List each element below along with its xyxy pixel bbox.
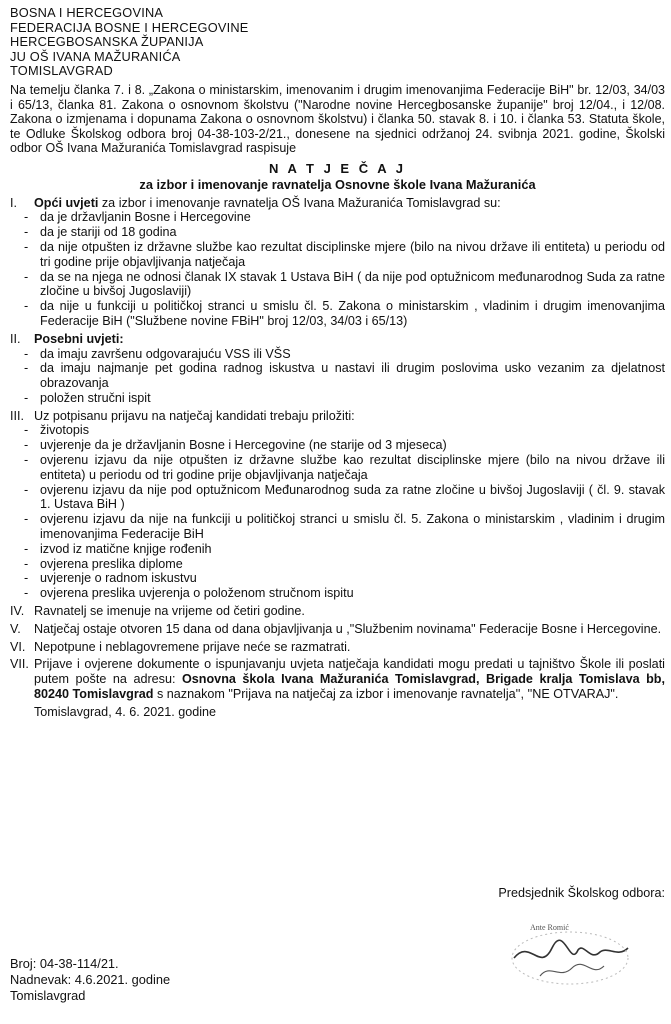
list-item: - uvjerenje da je državljanin Bosne i Hercegovine (ne starije od 3 mjeseca) — [24, 438, 447, 453]
stamp-outline — [512, 932, 628, 984]
section-duration — [10, 622, 665, 637]
section-text: Ravnatelj se imenuje na vrijeme od četiri godine. — [34, 604, 305, 619]
section-lead: Uz potpisanu prijavu na natječaj kandidati trebaju priložiti: — [34, 408, 355, 423]
section-incomplete — [10, 640, 665, 655]
list-item: - da imaju najmanje pet godina radnog iskustva u nastavi ili drugim poslovima usko vezanim za djelatnost obrazovanja — [24, 361, 665, 391]
header-line-country: BOSNA I HERCEGOVINA — [10, 5, 164, 20]
section-special-conditions — [10, 332, 665, 347]
signature-stamp-name: Ante Romić — [530, 923, 569, 932]
section-text: Natječaj ostaje otvoren 15 dana od dana objavljivanja u ,"Službenim novinama" Federacije Bosne i Hercegovine. — [34, 621, 662, 636]
signature-stroke — [514, 940, 628, 958]
section-number: IV. — [10, 604, 25, 619]
section-lead: za izbor i imenovanje ravnatelja OŠ Ivana Mažuranića Tomislavgrad su: — [98, 195, 501, 210]
list-item: - da se na njega ne odnosi članak IX stavak 1 Ustava BiH ( da nije pod optužnicom međunarodnog Suda za ratne zločine u bivšoj Jugoslaviji) — [24, 269, 665, 299]
signature-role: Predsjednik Školskog odbora: — [498, 886, 665, 900]
header-line-school: JU OŠ IVANA MAŽURANIĆA — [10, 48, 181, 64]
section-heading: Opći uvjeti — [34, 195, 99, 210]
list-item: - da je stariji od 18 godina — [24, 225, 177, 240]
special-conditions-list — [10, 347, 665, 406]
document-subtitle: za izbor i imenovanje ravnatelja Osnovne škole Ivana Mažuranića — [139, 176, 536, 192]
section-text: Prijave i ovjerene dokumente o ispunjavanju uvjeta natječaja kandidati mogu predati u tajništvo Škole ili poslati putem pošte na adresu: — [34, 657, 665, 687]
signature-flourish — [540, 964, 604, 976]
list-item: - da je državljanin Bosne i Hercegovine — [24, 210, 251, 225]
list-item: - uvjerenje o radnom iskustvu — [24, 571, 197, 586]
section-number: VII. — [10, 657, 29, 672]
list-item: - ovjerenu izjavu da nije otpušten iz državne službe kao rezultat disciplinske mjere (bilo na nivou države ili entiteta) u periodu od tri godine prije objavljivanja natječaja — [24, 453, 665, 482]
section-number: II. — [10, 331, 21, 346]
submission-address: Osnovna škola Ivana Mažuranića Tomislavgrad, Brigade kralja Tomislava bb, 80240 Tomislavgrad — [34, 672, 666, 702]
header-line-federation: FEDERACIJA BOSNE I HERCEGOVINE — [10, 19, 249, 35]
list-item: - da nije u funkciji u političkoj stranci u smislu čl. 5. Zakona o ministarskim , vladinim i drugim imenovanjima Federacije BiH ("Službene novine FBiH" broj 12/03, 34/03 i 65/13) — [24, 299, 665, 328]
signature-block — [498, 886, 665, 901]
section-general-conditions — [10, 196, 665, 211]
section-text: Nepotpune i neblagovremene prijave neće se razmatrati. — [34, 639, 351, 654]
list-item: - životopis — [24, 423, 89, 438]
place-date: Tomislavgrad, 4. 6. 2021. godine — [34, 704, 217, 719]
document-page — [10, 6, 665, 720]
document-place: Tomislavgrad — [10, 988, 86, 1003]
list-item: - izvod iz matične knjige rođenih — [24, 541, 212, 556]
section-term — [10, 604, 665, 619]
section-text-end: s naznakom "Prijava na natječaj za izbor i imenovanje ravnatelja'', ''NE OTVARAJ". — [153, 687, 619, 702]
list-item: - ovjerena preslika diplome — [24, 556, 183, 571]
document-date: Nadnevak: 4.6.2021. godine — [10, 972, 171, 987]
intro-paragraph: Na temelju članka 7. i 8. „Zakona o ministarskim, imenovanim i drugim imenovanjima Federacije BiH" br. 12/03, 34/03 i 65/13, članka 81. Zakona o osnovnom školstvu ("Narodne novine Hercegbosanske županije" broj 12/04., i 12/08. Zakona o izmjenama i dopunama Zakona o osnovnom školstvu) i članka 50. stavak 8. i 10. i članka 53. Statuta škole, te Odluke Školskog odbora broj 04-38-103-2/21., donesene na sjednici održanoj 24. svibnja 2021. godine, Školski odbor OŠ Ivana Mažuranića Tomislavgrad raspisuje — [10, 82, 665, 156]
document-title: N A T J E Č A J — [269, 160, 406, 176]
list-item: - položen stručni ispit — [24, 390, 151, 405]
document-footer — [10, 956, 170, 1004]
document-header — [10, 6, 665, 79]
list-item: - ovjerena preslika uvjerenja o položenom stručnom ispitu — [24, 586, 354, 601]
list-item: - da imaju završenu odgovarajuću VSS ili VŠS — [24, 346, 291, 361]
signature-image — [500, 918, 640, 988]
header-line-canton: HERCEGBOSANSKA ŽUPANIJA — [10, 34, 204, 50]
section-number: V. — [10, 621, 21, 636]
list-item: - ovjerenu izjavu da nije na funkciji u političkoj stranci u smislu čl. 5. Zakona o ministarskim , vladinim i drugim imenovanjima Federacije BiH — [24, 512, 665, 542]
list-item: - ovjerenu izjavu da nije pod optužnicom Međunarodnog suda za ratne zločine u bivšoj Jugoslaviji ( čl. 9. stavak 1. Ustava BiH ) — [24, 482, 665, 512]
required-documents-list — [10, 423, 665, 601]
header-line-city: TOMISLAVGRAD — [10, 63, 113, 79]
section-heading: Posebni uvjeti: — [34, 331, 124, 346]
document-number: Broj: 04-38-114/21. — [10, 956, 119, 971]
section-submission — [10, 657, 665, 701]
general-conditions-list — [10, 210, 665, 328]
section-number: VI. — [10, 639, 26, 654]
list-item: - da nije otpušten iz državne službe kao rezultat disciplinske mjere (bilo na nivou države ili entiteta) u periodu od tri godine prije objavljivanja natječaja — [24, 239, 665, 269]
section-number: I. — [10, 195, 17, 210]
section-required-documents — [10, 409, 665, 424]
section-number: III. — [10, 408, 24, 423]
